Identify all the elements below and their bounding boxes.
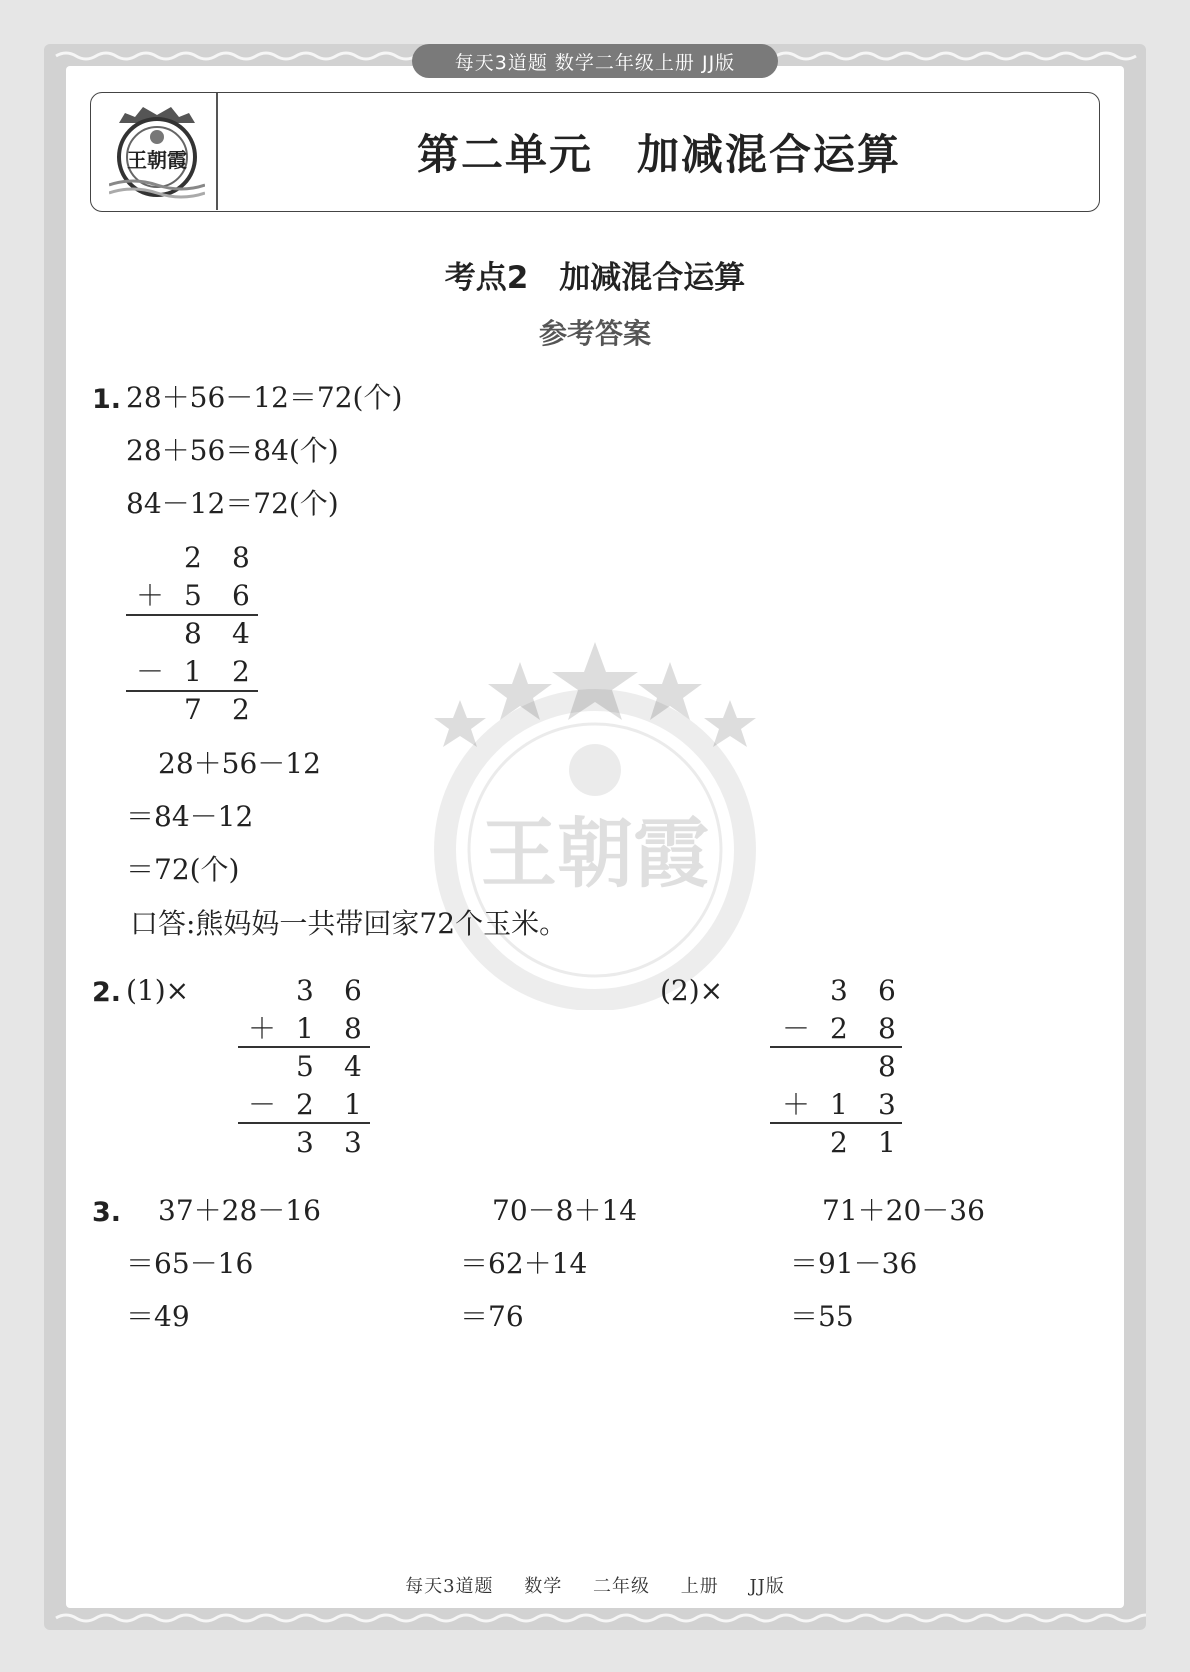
digit: 5 <box>296 1050 314 1083</box>
page-footer <box>0 1572 1190 1598</box>
digit: 3 <box>296 1126 314 1159</box>
digit: 8 <box>878 1050 896 1083</box>
operator: － <box>782 1012 811 1045</box>
q1-oral-answer: 口答:熊妈妈一共带回家72个玉米。 <box>130 907 568 940</box>
digit: 3 <box>878 1088 896 1121</box>
operator: － <box>248 1088 277 1121</box>
q3-col-3-line-2: ＝91－36 <box>790 1247 918 1280</box>
q3-col-2-line-3: ＝76 <box>460 1300 524 1333</box>
q3-col-3-line-3: ＝55 <box>790 1300 854 1333</box>
digit: 3 <box>830 974 848 1007</box>
digit: 1 <box>184 655 202 688</box>
question-number-3: 3. <box>92 1197 122 1228</box>
calc-line <box>770 1122 902 1124</box>
calc-line <box>238 1046 370 1048</box>
operator: － <box>136 655 165 688</box>
digit: 2 <box>232 693 250 726</box>
watermark-lettering: 王朝霞 <box>481 809 709 898</box>
unit-title: 第二单元 加减混合运算 <box>416 129 901 179</box>
footer-item: JJ版 <box>749 1576 785 1597</box>
q1-line-2: 28＋56＝84(个) <box>126 434 339 467</box>
footer-item: 二年级 <box>593 1576 650 1597</box>
digit: 2 <box>830 1012 848 1045</box>
operator: ＋ <box>136 579 165 612</box>
digit: 2 <box>232 655 250 688</box>
digit: 3 <box>344 1126 362 1159</box>
q3-col-1-line-2: ＝65－16 <box>126 1247 254 1280</box>
digit: 8 <box>184 617 202 650</box>
q1-step-3: ＝72(个) <box>126 853 240 886</box>
digit: 2 <box>184 541 202 574</box>
operator: ＋ <box>248 1012 277 1045</box>
q1-step-1: 28＋56－12 <box>158 747 321 780</box>
unit-header <box>90 92 1100 212</box>
q3-col-2-line-2: ＝62＋14 <box>460 1247 588 1280</box>
publisher-logo-icon <box>109 101 205 201</box>
digit: 1 <box>296 1012 314 1045</box>
section-title: 考点2 加减混合运算 <box>444 260 746 296</box>
digit: 6 <box>232 579 250 612</box>
digit: 1 <box>830 1088 848 1121</box>
digit: 6 <box>878 974 896 1007</box>
watermark-logo-icon <box>420 640 770 1010</box>
calc-line <box>126 614 258 616</box>
q1-line-3: 84－12＝72(个) <box>126 487 339 520</box>
digit: 2 <box>296 1088 314 1121</box>
q2-part-1-label: (1)× <box>126 974 190 1007</box>
section-subtitle: 参考答案 <box>538 317 651 350</box>
calc-line <box>238 1122 370 1124</box>
calc-line <box>126 690 258 692</box>
digit: 5 <box>184 579 202 612</box>
digit: 4 <box>232 617 250 650</box>
digit: 8 <box>878 1012 896 1045</box>
footer-item: 每天3道题 <box>405 1576 494 1597</box>
series-pill-label: 每天3道题 数学二年级上册 JJ版 <box>412 44 778 78</box>
digit: 8 <box>232 541 250 574</box>
q3-col-1-line-3: ＝49 <box>126 1300 190 1333</box>
q3-col-2-line-1: 70－8＋14 <box>492 1194 638 1227</box>
logo-lettering: 王朝霞 <box>127 148 187 172</box>
footer-item: 上册 <box>680 1576 719 1597</box>
footer-item: 数学 <box>524 1576 563 1597</box>
digit: 1 <box>344 1088 362 1121</box>
operator: ＋ <box>782 1088 811 1121</box>
digit: 2 <box>830 1126 848 1159</box>
digit: 8 <box>344 1012 362 1045</box>
header-divider <box>216 93 218 210</box>
digit: 3 <box>296 974 314 1007</box>
digit: 7 <box>184 693 202 726</box>
digit: 4 <box>344 1050 362 1083</box>
calc-line <box>770 1046 902 1048</box>
question-number-1: 1. <box>92 384 122 415</box>
q2-part-2-label: (2)× <box>660 974 724 1007</box>
q1-step-2: ＝84－12 <box>126 800 254 833</box>
q1-line-1: 28＋56－12＝72(个) <box>126 381 403 414</box>
q3-col-1-line-1: 37＋28－16 <box>158 1194 321 1227</box>
digit: 1 <box>878 1126 896 1159</box>
q3-col-3-line-1: 71＋20－36 <box>822 1194 985 1227</box>
digit: 6 <box>344 974 362 1007</box>
question-number-2: 2. <box>92 977 122 1008</box>
